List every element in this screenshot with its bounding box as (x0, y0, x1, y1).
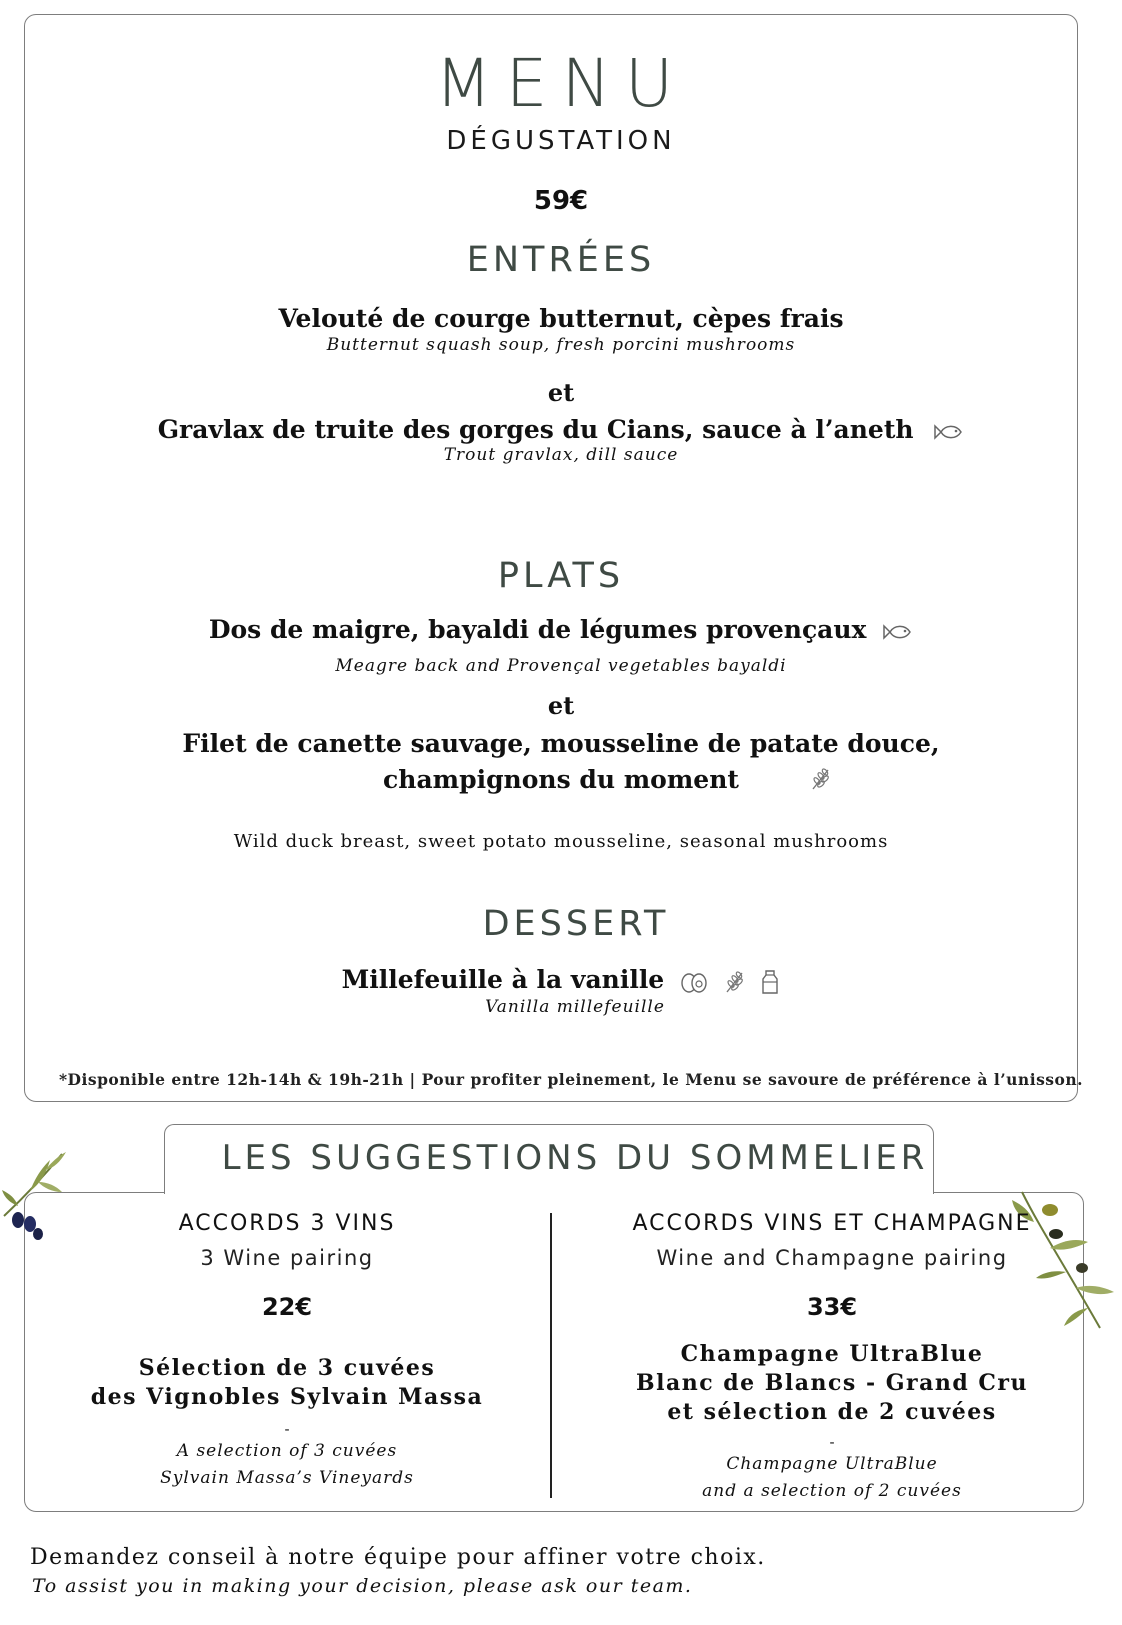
fish-icon (932, 422, 964, 442)
pairing-left (24, 1210, 550, 1492)
pairing-right-desc-line3: et sélection de 2 cuvées (667, 1399, 997, 1425)
egg-icon (679, 970, 709, 994)
menu-subtitle: DÉGUSTATION (446, 126, 676, 156)
entree-2-row (0, 414, 1122, 446)
pairing-right-subtitle: Wine and Champagne pairing (656, 1246, 1008, 1270)
pairing-right-dash: - (829, 1433, 835, 1451)
fish-icon (881, 622, 913, 642)
dessert-1-name: Millefeuille à la vanille (341, 965, 665, 994)
pairing-left-en-line1: A selection of 3 cuvées (176, 1441, 398, 1461)
pairing-left-en-line2: Sylvain Massa’s Vineyards (160, 1468, 414, 1488)
pairing-right-title: ACCORDS VINS ET CHAMPAGNE (632, 1211, 1032, 1236)
milk-icon (760, 969, 780, 995)
availability-note: *Disponible entre 12h-14h & 19h-21h | Pour profiter pleinement, le Menu se savoure de préférence à l’unisson. (58, 1070, 1084, 1089)
pairing-right-en-line2: and a selection of 2 cuvées (702, 1481, 962, 1501)
pairing-left-title: ACCORDS 3 VINS (178, 1211, 396, 1236)
menu-title: MENU (434, 45, 688, 122)
dessert-1-translation: Vanilla millefeuille (485, 997, 665, 1017)
pairing-left-price: 22€ (261, 1293, 313, 1321)
entree-1-name: Velouté de courge butternut, cèpes frais (278, 304, 844, 333)
pairing-left-dash: - (284, 1420, 290, 1438)
plat-2-name-line1: Filet de canette sauvage, mousseline de patate douce, (182, 729, 940, 758)
entree-2-translation: Trout gravlax, dill sauce (443, 445, 679, 465)
pairing-left-desc-line1: Sélection de 3 cuvées (138, 1355, 436, 1381)
plat-1-name: Dos de maigre, bayaldi de légumes provençaux (208, 615, 867, 644)
plat-2-name-line2: champignons du moment (383, 765, 739, 794)
entree-1-translation: Butternut squash soup, fresh porcini mushrooms (326, 335, 796, 355)
sommelier-title: LES SUGGESTIONS DU SOMMELIER (221, 1138, 929, 1178)
menu-price: 59€ (533, 186, 589, 216)
pairing-left-subtitle: 3 Wine pairing (200, 1246, 374, 1270)
gluten-icon (722, 969, 748, 995)
pairing-right (552, 1210, 1112, 1505)
section-title-plats: PLATS (497, 556, 625, 596)
plat-conjunction: et (547, 691, 575, 720)
dessert-1-row (0, 964, 1122, 996)
plat-1-translation: Meagre back and Provençal vegetables bayaldi (335, 656, 787, 676)
pairing-right-desc-line1: Champagne UltraBlue (680, 1341, 984, 1367)
pairing-right-desc-line2: Blanc de Blancs - Grand Cru (636, 1370, 1028, 1396)
gluten-icon (808, 766, 834, 796)
section-title-entrees: ENTRÉES (466, 240, 656, 280)
pairing-left-desc-line2: des Vignobles Sylvain Massa (90, 1384, 484, 1410)
footer-advice-fr: Demandez conseil à notre équipe pour affiner votre choix. (30, 1545, 766, 1570)
plat-2-translation: Wild duck breast, sweet potato mousseline, seasonal mushrooms (233, 831, 889, 852)
pairing-right-en-line1: Champagne UltraBlue (726, 1454, 938, 1474)
footer-advice-en: To assist you in making your decision, please ask our team. (32, 1575, 693, 1597)
section-title-dessert: DESSERT (482, 904, 670, 944)
pairing-right-price: 33€ (806, 1293, 858, 1321)
entree-conjunction: et (547, 378, 575, 407)
entree-2-name: Gravlax de truite des gorges du Cians, sauce à l’aneth (157, 415, 914, 444)
plat-1-row (0, 614, 1122, 646)
